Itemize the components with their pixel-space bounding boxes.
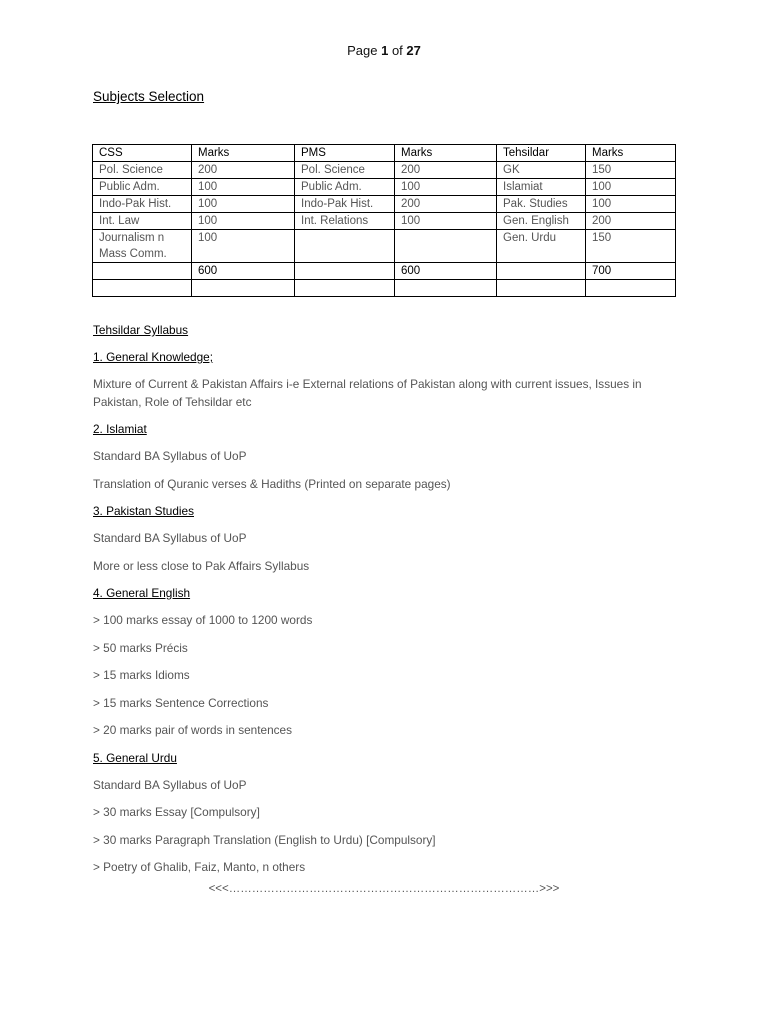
section-line: Standard BA Syllabus of UoP	[93, 531, 247, 545]
empty-cell	[93, 280, 192, 297]
table-cell: 100	[192, 179, 295, 196]
table-cell: Pol. Science	[93, 162, 192, 179]
section-line: Standard BA Syllabus of UoP	[93, 777, 247, 792]
section-line: > 15 marks Sentence Corrections	[93, 695, 269, 710]
section-line: Standard BA Syllabus of UoP	[93, 449, 247, 463]
table-empty-row	[93, 280, 676, 297]
table-row	[93, 230, 676, 263]
table-cell: 100	[395, 179, 497, 196]
table-cell: Pak. Studies	[497, 196, 586, 213]
total-cell: 700	[586, 263, 676, 280]
table-cell: 150	[586, 230, 676, 263]
table-header-row	[93, 145, 676, 162]
table-cell: Public Adm.	[93, 179, 192, 196]
table-cell: GK	[497, 162, 586, 179]
table-row	[93, 213, 676, 230]
page-label: Page	[347, 43, 382, 58]
table-cell: 200	[586, 213, 676, 230]
empty-cell	[586, 280, 676, 297]
section-title-general-english: 4. General English	[93, 586, 191, 600]
empty-cell	[497, 280, 586, 297]
table-cell: Indo-Pak Hist.	[295, 196, 395, 213]
header-cell: Marks	[192, 145, 295, 162]
table-cell: 100	[586, 196, 676, 213]
total-cell: 600	[395, 263, 497, 280]
section-title-pakistan-studies: 3. Pakistan Studies	[93, 504, 194, 518]
table-cell: 200	[192, 162, 295, 179]
page-header	[0, 43, 768, 58]
section-line: > 15 marks Idioms	[93, 668, 190, 682]
table-cell: Journalism n Mass Comm.	[93, 230, 192, 263]
empty-cell	[395, 280, 497, 297]
header-cell: PMS	[295, 145, 395, 162]
document-title: Subjects Selection	[93, 89, 205, 104]
syllabus-heading: Tehsildar Syllabus	[93, 323, 189, 337]
table-cell: Islamiat	[497, 179, 586, 196]
section-title-general-knowledge: 1. General Knowledge;	[93, 350, 214, 364]
section-line: Translation of Quranic verses & Hadiths (Printed on separate pages)	[93, 476, 451, 491]
header-cell: Marks	[395, 145, 497, 162]
total-cell	[497, 263, 586, 280]
header-cell: Tehsildar	[497, 145, 586, 162]
page-current: 1	[381, 43, 389, 58]
section-line: > Poetry of Ghalib, Faiz, Manto, n others	[93, 860, 306, 874]
table-cell: Int. Law	[93, 213, 192, 230]
table-cell: Gen. English	[497, 213, 586, 230]
subjects-table	[92, 144, 676, 297]
empty-cell	[295, 280, 395, 297]
page-of: of	[388, 43, 407, 58]
section-title-general-urdu: 5. General Urdu	[93, 750, 177, 765]
table-cell: 200	[395, 162, 497, 179]
section-line: > 20 marks pair of words in sentences	[93, 723, 293, 737]
section-line: > 30 marks Essay [Compulsory]	[93, 805, 260, 819]
table-cell: 100	[395, 213, 497, 230]
table-cell: 150	[586, 162, 676, 179]
table-cell	[395, 230, 497, 263]
total-cell	[295, 263, 395, 280]
header-cell: Marks	[586, 145, 676, 162]
table-cell: 100	[192, 196, 295, 213]
section-line: > 50 marks Précis	[93, 640, 188, 655]
table-cell: Gen. Urdu	[497, 230, 586, 263]
table-cell: 100	[192, 213, 295, 230]
table-row	[93, 196, 676, 213]
table-cell: Pol. Science	[295, 162, 395, 179]
section-line: > 30 marks Paragraph Translation (English to Urdu) [Compulsory]	[93, 832, 436, 847]
table-cell: Indo-Pak Hist.	[93, 196, 192, 213]
end-marker: <<<………………………………………………………………………>>>	[208, 883, 560, 895]
section-title-islamiat: 2. Islamiat	[93, 422, 147, 436]
table-cell: 200	[395, 196, 497, 213]
section-line: More or less close to Pak Affairs Syllabus	[93, 558, 310, 573]
table-row	[93, 162, 676, 179]
total-cell: 600	[192, 263, 295, 280]
table-cell: 100	[586, 179, 676, 196]
page-total: 27	[406, 43, 421, 58]
table-total-row	[93, 263, 676, 280]
table-cell: 100	[192, 230, 295, 263]
section-line: Mixture of Current & Pakistan Affairs i-e External relations of Pakistan along with current issues, Issues in Pakistan, Role of Tehsildar etc	[93, 377, 642, 409]
section-line: > 100 marks essay of 1000 to 1200 words	[93, 613, 313, 627]
total-cell	[93, 263, 192, 280]
table-cell: Public Adm.	[295, 179, 395, 196]
table-cell	[295, 230, 395, 263]
empty-cell	[192, 280, 295, 297]
table-row	[93, 179, 676, 196]
syllabus-content	[93, 322, 683, 887]
table-cell: Int. Relations	[295, 213, 395, 230]
header-cell: CSS	[93, 145, 192, 162]
